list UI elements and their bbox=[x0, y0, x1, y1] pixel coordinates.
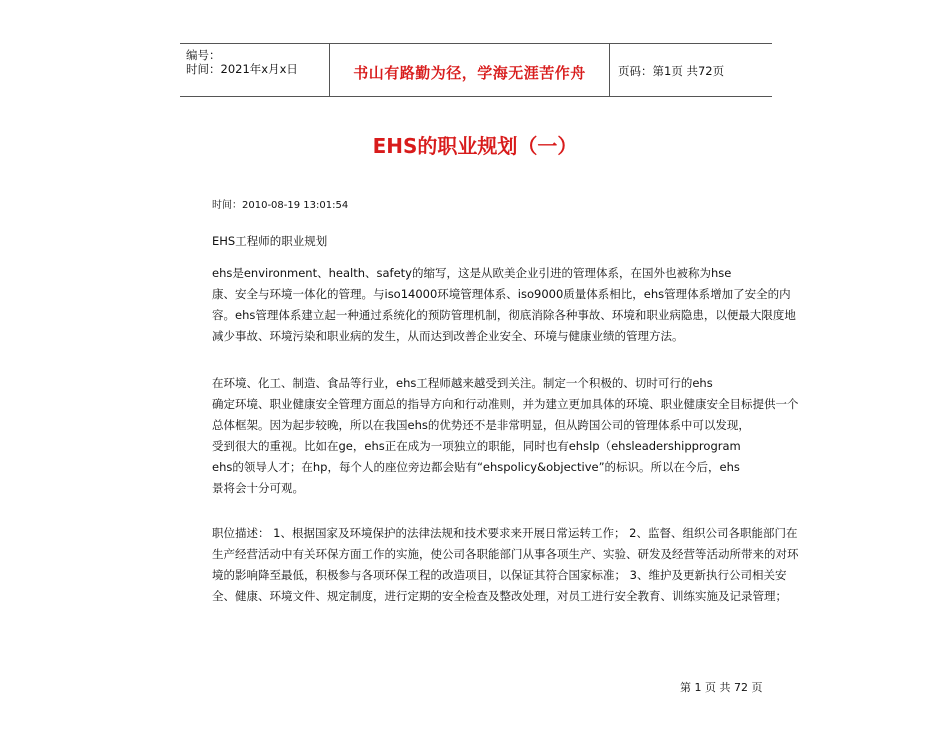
paragraph-line: 境的影响降至最低，积极参与各项环保工程的改造项目，以保证其符合国家标准； 3、维护及更新执行公司相关安 bbox=[212, 568, 787, 582]
paragraph-line: 总体框架。因为起步较晚，所以在我国ehs的优势还不是非常明显，但从跨国公司的管理体系中可以发现， bbox=[212, 418, 750, 432]
paragraph-line: 职位描述： 1、根据国家及环境保护的法律法规和技术要求来开展日常运转工作； 2、监督、组织公司各职能部门在 bbox=[212, 526, 798, 540]
document-header bbox=[180, 43, 772, 97]
paragraph-job-description bbox=[212, 523, 862, 607]
publish-timestamp: 时间：2010-08-19 13:01:54 bbox=[212, 200, 349, 211]
document-time-label: 时间：2021年x月x日 bbox=[186, 62, 298, 76]
paragraph-line: 全、健康、环境文件、规定制度，进行定期的安全检查及整改处理，对员工进行安全教育、训练实施及记录管理； bbox=[212, 589, 787, 603]
paragraph-line: 减少事故、环境污染和职业病的发生，从而达到改善企业安全、环境与健康业绩的管理方法。 bbox=[212, 329, 684, 343]
paragraph-line: 容。ehs管理体系建立起一种通过系统化的预防管理机制，彻底消除各种事故、环境和职业病隐患，以便最大限度地 bbox=[212, 308, 796, 322]
document-title: EHS的职业规划（一） bbox=[372, 134, 578, 158]
paragraph-ehs-industry bbox=[212, 373, 862, 499]
page-footer: 第 1 页 共 72 页 bbox=[680, 681, 763, 694]
paragraph-line: 康、安全与环境一体化的管理。与iso14000环境管理体系、iso9000质量体系相比，ehs管理体系增加了安全的内 bbox=[212, 287, 791, 301]
paragraph-line: 受到很大的重视。比如在ge，ehs正在成为一项独立的职能，同时也有ehslp（ehsleadershipprogram bbox=[212, 439, 741, 453]
paragraph-ehs-definition bbox=[212, 263, 862, 347]
document-subtitle: EHS工程师的职业规划 bbox=[212, 234, 328, 248]
document-number-label: 编号： bbox=[186, 48, 221, 62]
paragraph-line: 确定环境、职业健康安全管理方面总的指导方向和行动准则，并为建立更加具体的环境、职业健康安全目标提供一个 bbox=[212, 397, 799, 411]
header-info-cell bbox=[180, 44, 330, 96]
paragraph-line: ehs的领导人才；在hp，每个人的座位旁边都会贴有“ehspolicy&objective”的标识。所以在今后，ehs bbox=[212, 460, 740, 474]
paragraph-line: 生产经营活动中有关环保方面工作的实施，使公司各职能部门从事各项生产、实验、研发及经营等活动所带来的对环 bbox=[212, 547, 799, 561]
header-motto-cell bbox=[330, 44, 610, 96]
paragraph-line: 景将会十分可观。 bbox=[212, 481, 304, 495]
paragraph-line: 在环境、化工、制造、食品等行业，ehs工程师越来越受到关注。制定一个积极的、切时可行的ehs bbox=[212, 376, 713, 390]
header-motto: 书山有路勤为径，学海无涯苦作舟 bbox=[353, 64, 586, 82]
header-page-info: 页码：第1页 共72页 bbox=[618, 64, 725, 78]
header-page-cell bbox=[610, 44, 772, 96]
paragraph-line: ehs是environment、health、safety的缩写，这是从欧美企业引进的管理体系，在国外也被称为hse bbox=[212, 266, 732, 280]
